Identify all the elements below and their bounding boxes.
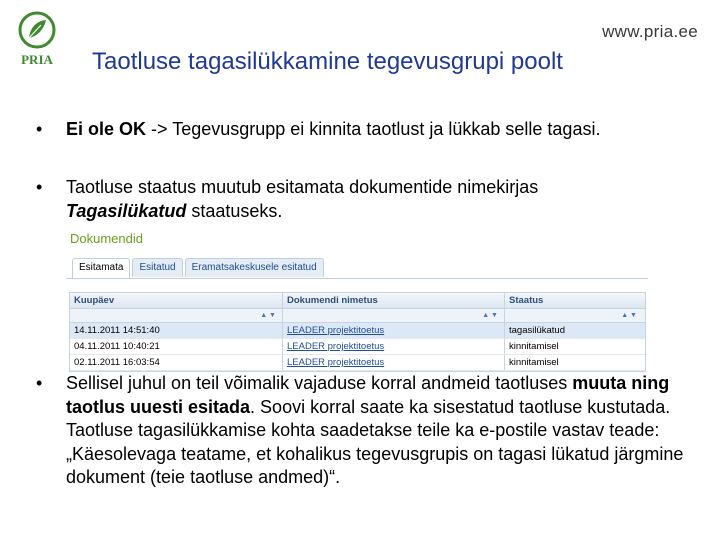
bullet-3-text: Sellisel juhul on teil võimalik vajaduse korral andmeid taotluses (66, 373, 573, 393)
row-status: tagasilükatud (509, 325, 565, 336)
row-date: 02.11.2011 16:03:54 (70, 355, 283, 370)
table-header (70, 293, 645, 309)
bullet-2-rest: staatuseks. (186, 201, 283, 221)
logo-text: PRIA (21, 52, 53, 67)
bullet-3-bold: muuta ning taotlus uuesti esitada (66, 373, 670, 417)
sort-arrows-icon[interactable]: ▲ ▼ (70, 309, 283, 322)
sort-row (70, 309, 645, 323)
site-url: www.pria.ee (602, 22, 698, 41)
tab-divider (66, 278, 648, 279)
bullet-marker: • (36, 119, 43, 139)
bullet-item-2 (36, 175, 696, 223)
row-document-link[interactable]: LEADER projektitoetus (287, 341, 385, 352)
page-title: Taotluse tagasilükkamine tegevusgrupi poolt (92, 48, 563, 75)
documents-table (69, 292, 646, 372)
row-status: kinnitamisel (509, 357, 559, 368)
row-date: 04.11.2011 10:40:21 (70, 339, 283, 354)
table-row[interactable] (70, 355, 645, 371)
row-status: kinnitamisel (509, 341, 559, 352)
table-row[interactable] (70, 323, 645, 339)
bullet-1-bold: Ei ole OK (66, 119, 147, 139)
bullet-item-1 (36, 117, 716, 141)
tab-esitamata[interactable]: Esitamata (72, 258, 130, 278)
bullet-marker: • (36, 177, 43, 197)
bullet-3-rest: . Soovi korral saate ka sisestatud taotluse kustutada. Taotluse tagasilükkamise kohta saadetakse teile ka e-postile vastav teade: „Käesolevaga teatame, et kohalikus tegevusgrupis on tagasi lükatud järgmine dokument (teie taotluse andmed)“. (66, 396, 684, 487)
documents-section-title: Dokumendid (70, 231, 143, 246)
documents-screenshot (66, 226, 648, 372)
column-header-name[interactable]: Dokumendi nimetus (283, 293, 505, 308)
bullet-2-italic: Tagasilükatud (66, 201, 187, 221)
row-document-link[interactable]: LEADER projektitoetus (287, 325, 385, 336)
tab-eramatsakeskusele[interactable]: Eramatsakeskusele esitatud (185, 258, 324, 277)
sort-arrows-icon[interactable]: ▲ ▼ (283, 309, 505, 322)
row-document-link[interactable]: LEADER projektitoetus (287, 357, 385, 368)
table-row[interactable] (70, 339, 645, 355)
sort-arrows-icon[interactable]: ▲ ▼ (621, 312, 637, 319)
row-date: 14.11.2011 14:51:40 (70, 323, 283, 338)
column-header-status[interactable]: Staatus (509, 295, 544, 306)
bullet-1-text: -> Tegevusgrupp ei kinnita taotlust ja lükkab selle tagasi. (146, 119, 601, 139)
document-tabs (72, 258, 326, 278)
bullet-2-text: Taotluse staatus muutub esitamata dokumentide nimekirjas (66, 177, 539, 197)
bullet-marker: • (36, 373, 43, 393)
pria-logo (8, 8, 66, 70)
tab-esitatud[interactable]: Esitatud (132, 258, 182, 277)
bullet-item-3 (36, 372, 706, 490)
column-header-date[interactable]: Kuupäev (70, 293, 283, 308)
